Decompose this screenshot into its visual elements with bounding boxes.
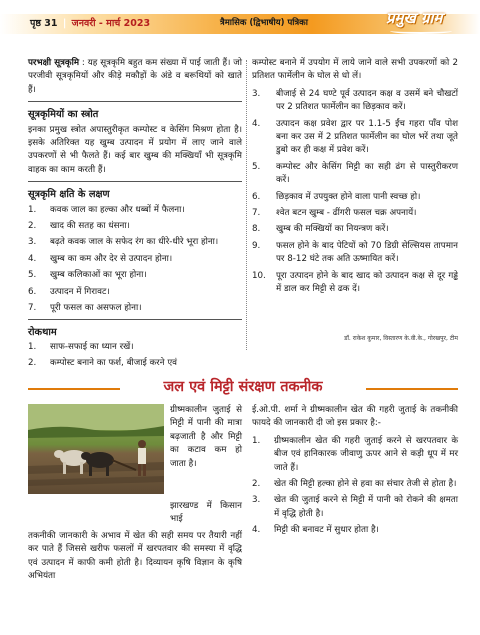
list-text: साफ-सफाई का ध्यान रखें। bbox=[50, 341, 134, 352]
rule bbox=[28, 101, 242, 102]
list-number: 5. bbox=[252, 161, 261, 172]
list-text: खुम्ब का कम और देर से उत्पादन होना। bbox=[50, 253, 173, 264]
list-text: कम्पोस्ट और केसिंग मिट्टी का सही ढंग से पास्तुरीकरण करें। bbox=[276, 161, 458, 186]
benefit-item bbox=[252, 524, 458, 537]
symptom-item bbox=[28, 302, 242, 315]
symptom-item bbox=[28, 269, 242, 282]
list-number: 5. bbox=[28, 270, 37, 281]
heading-prevention: रोकथाम bbox=[28, 326, 57, 338]
prevention-item bbox=[28, 341, 242, 354]
list-text: कवक जाल का हल्का और धब्बों में फैलना। bbox=[50, 204, 185, 215]
magazine-logo bbox=[386, 6, 456, 36]
list-number: 3. bbox=[252, 495, 261, 506]
ploughing-illustration bbox=[28, 404, 164, 494]
list-number: 2. bbox=[252, 479, 261, 490]
prevention-list-continued bbox=[252, 88, 458, 297]
symptom-item bbox=[28, 253, 242, 266]
article-banner bbox=[28, 376, 458, 400]
list-number: 2. bbox=[28, 221, 37, 232]
list-text: श्वेत बटन खुम्ब - ढींगरी फसल चक्र अपनायें। bbox=[276, 208, 417, 219]
continued-para: कम्पोस्ट बनाने में उपयोग में लाये जाने वाले सभी उपकरणों को 2 प्रतिशत फार्मेलीन के घोल से धो लें। bbox=[252, 58, 458, 82]
list-text: खेत की जुताई करने से मिट्टी में पानी को रोकने की क्षमता में वृद्धि होती है। bbox=[274, 495, 458, 519]
prevention-item bbox=[28, 357, 242, 370]
list-number: 1. bbox=[252, 435, 261, 446]
article-jharkhand: झारखण्ड में किसान भाई bbox=[170, 501, 242, 525]
list-number: 7. bbox=[28, 303, 37, 314]
author-credit: डॉ. राकेश कुमार, विस्तारण के.वी.के., गोरखपुर, टीम bbox=[344, 335, 458, 342]
page-number bbox=[30, 16, 150, 29]
prevention-item bbox=[252, 270, 458, 297]
article-right bbox=[252, 404, 458, 541]
list-number: 2. bbox=[28, 358, 37, 369]
list-text: ग्रीष्मकालीन खेत की गहरी जुताई करने से खरपतवार के बीज एवं हानिकारक जीवाणु ऊपर आने से कड़ी धूप में मर जाते हैं। bbox=[274, 435, 458, 473]
list-number: 7. bbox=[252, 208, 261, 219]
heading-symptoms: सूत्रकृमि क्षति के लक्षण bbox=[28, 189, 110, 201]
prevention-item bbox=[252, 161, 458, 188]
list-number: 10. bbox=[252, 270, 266, 281]
list-number: 6. bbox=[252, 191, 261, 202]
prevention-item bbox=[252, 191, 458, 204]
article-body-text: तकनीकी जानकारी के अभाव में खेत की सही समय पर तैयारी नहीं कर पाते हैं जिससे खरीफ फसलों में खरपतवार की समस्या में वृद्धि एवं उत्पादन में काफी कमी होती है। दिव्यायन कृषि विज्ञान के कृषि अभियंता bbox=[28, 531, 242, 582]
list-number: 9. bbox=[252, 240, 261, 251]
magazine-type: त्रैमासिक (द्विभाषीय) पत्रिका bbox=[220, 18, 308, 28]
list-number: 8. bbox=[252, 224, 261, 235]
article-intro: ई.ओ.पी. शर्मा ने ग्रीष्मकालीन खेत की गहरी जुताई के तकनीकी फायदे की जानकारी दी जो इस प्रकार है:- bbox=[252, 405, 458, 429]
benefit-item bbox=[252, 494, 458, 521]
logo-text: प्रमुख ग्राम bbox=[386, 9, 443, 27]
heading-source: सूत्रकृमियों का स्त्रोत bbox=[28, 109, 99, 121]
source-para: इनका प्रमुख स्त्रोत अपास्तुरीकृत कम्पोस्ट व केसिंग मिश्रण होता है। इसके अतिरिक्त यह खुम्ब उत्पादन में प्रयोग में लाए जाने वाले उपकरणों से भी फैलते हैं। कई बार खुम्ब की मक्खियाँ भी सूत्रकृमि वाहक का काम करती हैं। bbox=[28, 124, 242, 175]
rule bbox=[28, 319, 242, 320]
prevention-item bbox=[252, 207, 458, 220]
predator-nematode-term: परभक्षी सूत्रकृमि bbox=[28, 58, 80, 68]
list-text: खाद की सतह का धंसना। bbox=[50, 221, 130, 232]
page-header bbox=[0, 0, 480, 44]
symptom-item bbox=[28, 220, 242, 233]
list-text: बीजाई से 24 घण्टे पूर्व उत्पादन कक्ष व उसमें बने चौखटों पर 2 प्रतिशत फार्मेलीन का छिड़काव करें। bbox=[276, 88, 458, 113]
page-label: पृष्ठ 31 bbox=[30, 18, 58, 29]
column-divider bbox=[246, 60, 247, 350]
list-number: 1. bbox=[28, 341, 37, 352]
list-number: 6. bbox=[28, 286, 37, 297]
symptom-item bbox=[28, 286, 242, 299]
symptoms-list bbox=[28, 204, 242, 316]
list-text: खुम्ब की मक्खियों का नियन्त्रण करें। bbox=[276, 224, 389, 235]
list-number: 1. bbox=[28, 204, 37, 215]
list-text: छिड़काव में उपयुक्त होने वाला पानी स्वच्छ हो। bbox=[276, 191, 421, 202]
list-number: 4. bbox=[252, 118, 261, 129]
benefits-list bbox=[252, 435, 458, 538]
ploughing-photo bbox=[28, 404, 164, 494]
symptom-item bbox=[28, 204, 242, 217]
predator-nematode-text: : यह सूत्रकृमि बहुत कम संख्या में पाई जाती हैं। जो परजीवी सूत्रकृमियों और कीड़े मकौड़ों के अंडे व बरूथियों को खाते हैं। bbox=[28, 58, 242, 95]
list-number: 4. bbox=[252, 525, 261, 536]
prevention-item bbox=[252, 88, 458, 115]
list-text: उत्पादन कक्ष प्रवेश द्वार पर 1.1-5 ईंच गहरा पाँव पोश बना कर उस में 2 प्रतिशत फार्मेलीन का घोल भरें तथा जूते डुबो कर ही कक्ष में प्रवेश करें। bbox=[276, 118, 458, 156]
prevention-item bbox=[252, 223, 458, 236]
list-text: मिट्टी की बनावट में सुधार होता है। bbox=[274, 525, 379, 536]
benefit-item bbox=[252, 478, 458, 491]
list-text: पूरा उत्पादन होने के बाद खाद को उत्पादन कक्ष से दूर गड्ढे में डाल कर मिट्टी से ढक दें। bbox=[276, 270, 458, 295]
article-wrap-text: ग्रीष्मकालीन जुताई से मिट्टी में पानी की मात्रा बढ़जाती है और मिट्टी का कटाव कम हो जाता है। bbox=[170, 405, 242, 469]
prevention-item bbox=[252, 240, 458, 267]
article-title: जल एवं मिट्टी संरक्षण तकनीक bbox=[163, 379, 323, 395]
rule bbox=[28, 181, 242, 182]
symptom-item bbox=[28, 236, 242, 249]
issue-date: जनवरी - मार्च 2023 bbox=[71, 18, 151, 29]
right-column bbox=[252, 57, 458, 300]
list-text: कम्पोस्ट बनाने का फर्श, बीजाई करने एवं bbox=[50, 358, 177, 369]
header-separator: | bbox=[62, 18, 67, 29]
logo-swash bbox=[390, 28, 452, 34]
list-number: 3. bbox=[252, 88, 261, 99]
list-text: खुम्ब कलिकाओं का भूरा होना। bbox=[50, 270, 147, 281]
predator-nematode-para bbox=[28, 57, 242, 97]
prevention-list bbox=[28, 341, 242, 371]
list-text: पूरी फसल का असफल होना। bbox=[50, 303, 142, 314]
list-text: उत्पादन में गिरावट। bbox=[50, 286, 110, 297]
left-column bbox=[28, 57, 242, 374]
benefit-item bbox=[252, 435, 458, 475]
list-text: बढ़ते कवक जाल के सफेद रंग का धीरे-धीरे भूरा होना। bbox=[50, 237, 219, 248]
prevention-item bbox=[252, 118, 458, 158]
list-text: फसल होने के बाद पेटियों को 70 डिग्री सेल्सियस तापमान पर 8-12 घंटे तक अति ऊष्मायित करें। bbox=[276, 240, 458, 265]
list-number: 3. bbox=[28, 237, 37, 248]
list-text: खेत की मिट्टी हल्का होने से हवा का संचार तेजी से होता है। bbox=[274, 479, 457, 490]
list-number: 4. bbox=[28, 253, 37, 264]
